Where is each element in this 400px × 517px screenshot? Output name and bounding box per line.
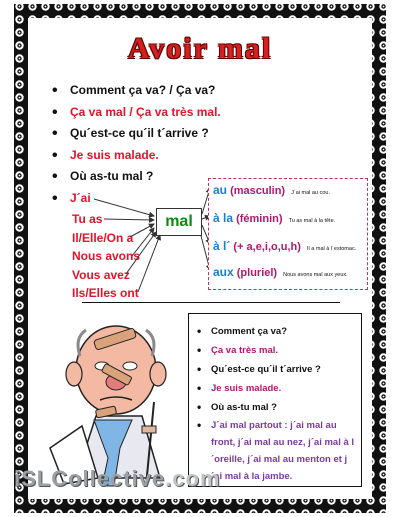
watermark	[14, 466, 221, 492]
pronoun-item: Tu as	[72, 212, 103, 226]
pronoun-list	[72, 210, 140, 303]
list-item: • Qu´est-ce qu´il t´arrive ?	[50, 123, 221, 145]
gender-note: (+ a,e,i,o,u,h)	[233, 241, 301, 253]
pronoun-item: Ils/Elles ont	[72, 286, 139, 300]
list-item: • Qu´est-ce qu´il t´arrive ?	[195, 360, 355, 379]
list-item: • J´ai mal partout : j´ai mal au front, j´ai mal au nez, j´ai mal à l´oreille, j´ai mal au menton et j´ai mal à la jambe.	[195, 417, 355, 485]
pronoun-item: Vous avez	[72, 267, 130, 282]
page-title: Avoir mal	[127, 32, 273, 65]
gender-note: (pluriel)	[236, 267, 278, 279]
watermark-suffix: .com	[165, 466, 221, 491]
sick-man-illustration	[36, 308, 186, 488]
summary-list	[189, 314, 361, 485]
list-item: • Je suis malade.	[50, 145, 221, 167]
gender-note: (féminin)	[236, 213, 283, 225]
worksheet-page	[28, 18, 372, 499]
list-item: • J´ai	[50, 188, 221, 210]
divider-line	[82, 302, 340, 303]
gender-note: (masculin)	[230, 185, 286, 197]
example-row	[213, 265, 348, 279]
example-row	[213, 239, 356, 253]
example-row	[213, 183, 330, 197]
pronoun-item: Il/Elle/On a	[72, 230, 134, 245]
example-sentence: Il a mal à l´estomac.	[307, 246, 357, 252]
example-sentence: Nous avons mal aux yeux.	[283, 272, 348, 278]
list-item: • Où as-tu mal ?	[195, 398, 355, 417]
main-phrase-list	[50, 80, 221, 209]
list-item: • Ça va très mal.	[195, 341, 355, 360]
preposition: aux	[213, 265, 234, 279]
summary-box	[188, 313, 362, 487]
pronoun-item: Nous avons	[72, 249, 141, 263]
watermark-main: iSLCollective	[14, 466, 166, 491]
preposition: à la	[213, 211, 234, 225]
preposition-examples-box	[208, 178, 368, 290]
example-row	[213, 211, 335, 225]
example-sentence: J´ai mal au cou.	[291, 190, 330, 196]
list-item: • Comment ça va? / Ça va?	[50, 80, 221, 102]
list-item: • Où as-tu mal ?	[50, 166, 221, 188]
preposition: au	[213, 183, 228, 197]
list-item: • Comment ça va?	[195, 322, 355, 341]
list-item: • Je suis malade.	[195, 379, 355, 398]
mal-word-box: mal	[156, 208, 202, 236]
preposition: à l´	[213, 239, 231, 253]
list-item: • Ça va mal / Ça va très mal.	[50, 102, 221, 124]
example-sentence: Tu as mal à la tête.	[288, 218, 336, 224]
